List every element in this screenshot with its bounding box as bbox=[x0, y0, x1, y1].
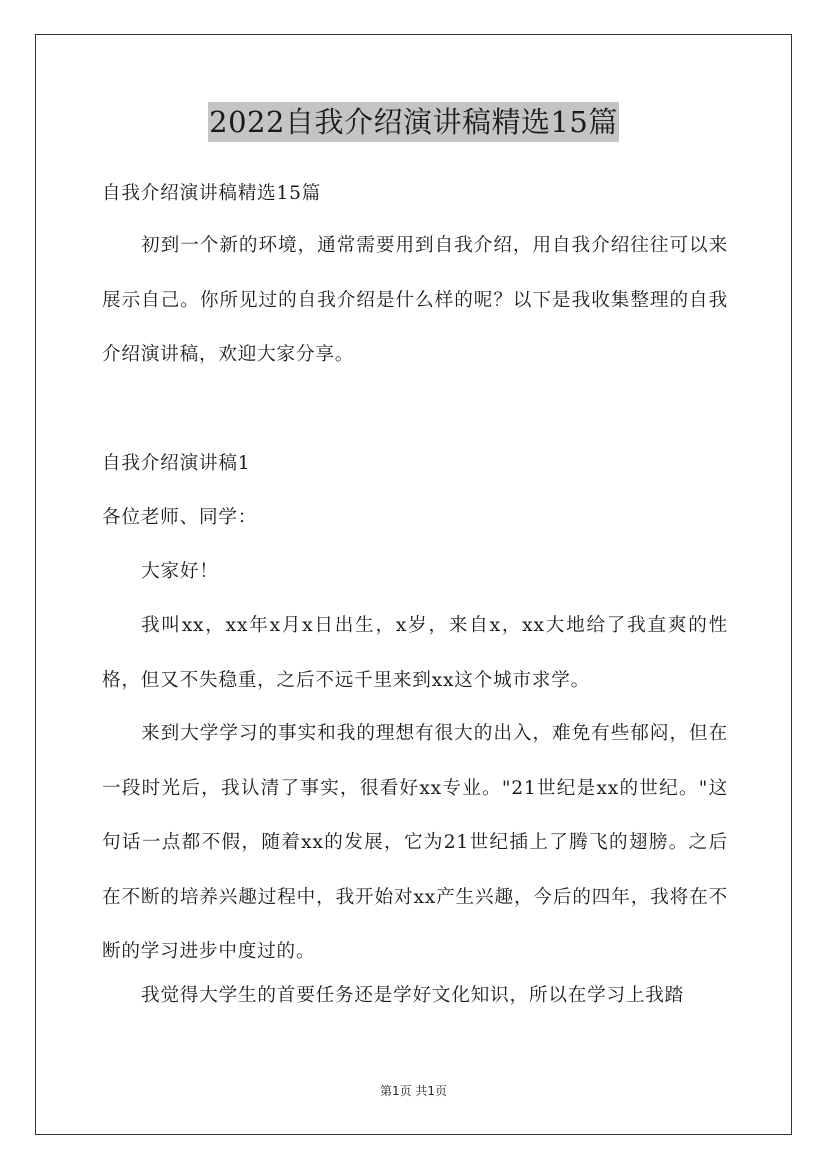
title-container bbox=[0, 102, 827, 142]
document-title: 2022自我介绍演讲稿精选15篇 bbox=[208, 102, 619, 142]
section-title: 自我介绍演讲稿1 bbox=[102, 453, 251, 474]
greeting-line: 大家好！ bbox=[141, 561, 219, 582]
intro-paragraph: 初到一个新的环境，通常需要用到自我介绍，用自我介绍往往可以来展示自己。你所见过的自我介绍是什么样的呢？以下是我收集整理的自我介绍演讲稿，欢迎大家分享。 bbox=[102, 235, 728, 365]
body-paragraph-2: 来到大学学习的事实和我的理想有很大的出入，难免有些郁闷，但在一段时光后，我认清了事实，很看好xx专业。"21世纪是xx的世纪。"这句话一点都不假，随着xx的发展，它为21世纪插上了腾飞的翅膀。之后在不断的培养兴趣过程中，我开始对xx产生兴趣，今后的四年，我将在不断的学习进步中度过的。 bbox=[102, 723, 728, 962]
body-paragraph-1: 我叫xx，xx年x月x日出生，x岁，来自x，xx大地给了我直爽的性格，但又不失稳重，之后不远千里来到xx这个城市求学。 bbox=[102, 615, 728, 691]
page-footer: 第1页 共1页 bbox=[379, 1084, 448, 1098]
body-paragraph-3: 我觉得大学生的首要任务还是学好文化知识，所以在学习上我踏 bbox=[141, 985, 685, 1006]
salutation: 各位老师、同学： bbox=[102, 507, 258, 528]
document-subtitle: 自我介绍演讲稿精选15篇 bbox=[102, 183, 322, 204]
